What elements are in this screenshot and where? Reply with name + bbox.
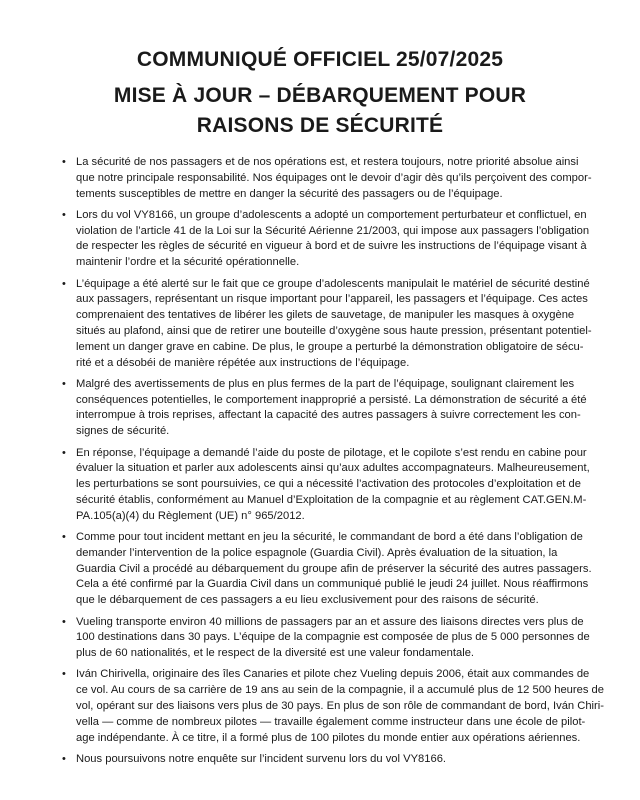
headline-line-1: MISE À JOUR – DÉBARQUEMENT POUR (113, 84, 527, 107)
paragraph-line: les perturbations se sont poursuivies, ce qui a nécessité l’activation des protocoles d’exploitation et de (76, 478, 581, 491)
paragraph-line: Malgré des avertissements de plus en plus fermes de la part de l’équipage, soulignant clairement les (76, 377, 575, 390)
list-item (60, 615, 590, 662)
paragraph-line: signes de sécurité. (76, 425, 170, 438)
headline-line-2: RAISONS DE SÉCURITÉ (196, 114, 444, 137)
bullet-icon: • (62, 446, 66, 459)
bullet-icon: • (62, 531, 66, 544)
list-item (60, 530, 592, 609)
bullet-icon: • (62, 615, 66, 628)
document-header (0, 44, 640, 141)
paragraph-line: vol, opérant sur des liaisons vers plus de 30 pays. En plus de son rôle de commandant de bord, Iván Chiri- (76, 700, 604, 712)
paragraph-line: ce vol. Au cours de sa carrière de 19 ans au sein de la compagnie, il a accumulé plus de 12 500 heures de (76, 684, 605, 697)
paragraph-line: L’équipage a été alerté sur le fait que ce groupe d’adolescents manipulait le matériel de sécurité destiné (76, 277, 590, 290)
paragraph-line: Lors du vol VY8166, un groupe d’adolescents a adopté un comportement perturbateur et conflictuel, en (76, 208, 587, 221)
paragraph-line: évaluer la situation et parler aux adolescents ainsi qu’aux adultes accompagnateurs. Malheureusement, (76, 462, 590, 475)
paragraph-line: aux passagers, représentant un risque important pour l’appareil, les passagers et l’équipage. Ces actes (76, 293, 588, 306)
bullet-icon: • (62, 668, 66, 681)
paragraph-line: tements susceptibles de mettre en danger la sécurité des passagers ou de l’équipage. (76, 187, 503, 200)
list-item (60, 667, 605, 746)
paragraph-line: Comme pour tout incident mettant en jeu la sécurité, le commandant de bord a été dans l’obligation de (76, 531, 583, 544)
bullet-icon: • (62, 156, 66, 168)
paragraph-line: Iván Chirivella, originaire des îles Canaries et pilote chez Vueling depuis 2006, était aux commandes de (76, 668, 590, 681)
bullet-list (60, 155, 605, 773)
paragraph-line: conséquences potentielles, le comportement inapproprié a persisté. La démonstration de sécurité a été (76, 393, 587, 406)
paragraph-line: Cela a été confirmé par la Guardia Civil dans un communiqué publié le jeudi 24 juillet. Nous réaffirmons (76, 578, 589, 591)
paragraph-line: 100 destinations dans 30 pays. L’équipe de la compagnie est composée de plus de 5 000 personnes de (76, 631, 590, 644)
paragraph-line: demander l’intervention de la police espagnole (Guardia Civil). Après évaluation de la situation, la (76, 546, 558, 559)
list-item (60, 277, 592, 372)
paragraph-line: plus de 60 nationalités, et le respect de la diversité est une valeur fondamentale. (76, 647, 475, 660)
bullet-icon: • (62, 377, 66, 390)
paragraph-line: lement un danger grave en cabine. De plus, le groupe a perturbé la démonstration obligatoire de sécu- (76, 340, 584, 353)
paragraph-line: Nous poursuivons notre enquête sur l’incident survenu lors du vol VY8166. (76, 752, 447, 765)
list-item (60, 446, 590, 525)
paragraph-line: La sécurité de nos passagers et de nos opérations est, et restera toujours, notre priorité absolue ainsi (76, 156, 579, 168)
paragraph-line: age indépendante. À ce titre, il a formé plus de 100 pilotes du monde entier aux opérations aériennes. (76, 731, 581, 744)
paragraph-line: PA.105(a)(4) du Règlement (UE) n° 965/2012. (76, 509, 305, 522)
paragraph-line: Vueling transporte environ 40 millions de passagers par an et assure des liaisons directes vers plus de (76, 615, 584, 628)
paragraph-line: vella — comme de nombreux pilotes — travaille également comme instructeur dans une école de pilot- (76, 715, 586, 728)
paragraph-line: violation de l’article 41 de la Loi sur la Sécurité Aérienne 21/2003, qui impose aux passagers l’obligation (76, 224, 590, 237)
paragraph-line: situés au plafond, ainsi que de retirer une bouteille d’oxygène sous haute pression, présentant potentiel- (76, 324, 592, 337)
list-item (60, 752, 580, 768)
paragraph-line: comprenaient des tentatives de libérer les gilets de sauvetage, de manipuler les masques à oxygène (76, 309, 575, 322)
paragraph-line: rité et a désobéi de manière répétée aux instructions de l’équipage. (76, 356, 410, 369)
paragraph-line: interrompue à trois reprises, affectant la capacité des autres passagers à suivre correctement les con- (76, 409, 581, 422)
paragraph-line: sécurité établis, conformément au Manuel d’Exploitation de la compagnie et au règlement CAT.GEN.M- (76, 493, 587, 506)
communique-title: COMMUNIQUÉ OFFICIEL 25/07/2025 (136, 48, 504, 71)
list-item (60, 208, 590, 271)
bullet-icon: • (62, 752, 66, 765)
list-item (60, 377, 587, 440)
paragraph-line: que le débarquement de ces passagers a eu lieu exclusivement pour des raisons de sécurité. (76, 594, 539, 607)
paragraph-line: de respecter les règles de sécurité en vigueur à bord et de suivre les instructions de l’équipage visant à (76, 240, 587, 253)
bullet-icon: • (62, 208, 66, 221)
paragraph-line: En réponse, l’équipage a demandé l’aide du poste de pilotage, et le copilote s’est rendu en cabine pour (76, 446, 587, 459)
list-item (60, 155, 592, 202)
paragraph-line: maintenir l’ordre et la sécurité opérationnelle. (76, 256, 300, 269)
paragraph-line: Guardia Civil a procédé au débarquement du groupe afin de préserver la sécurité des autres passagers. (76, 562, 592, 575)
bullet-icon: • (62, 277, 66, 290)
paragraph-line: que notre principale responsabilité. Nos équipages ont le devoir d’agir dès qu’ils perçoivent des compor- (76, 171, 592, 184)
